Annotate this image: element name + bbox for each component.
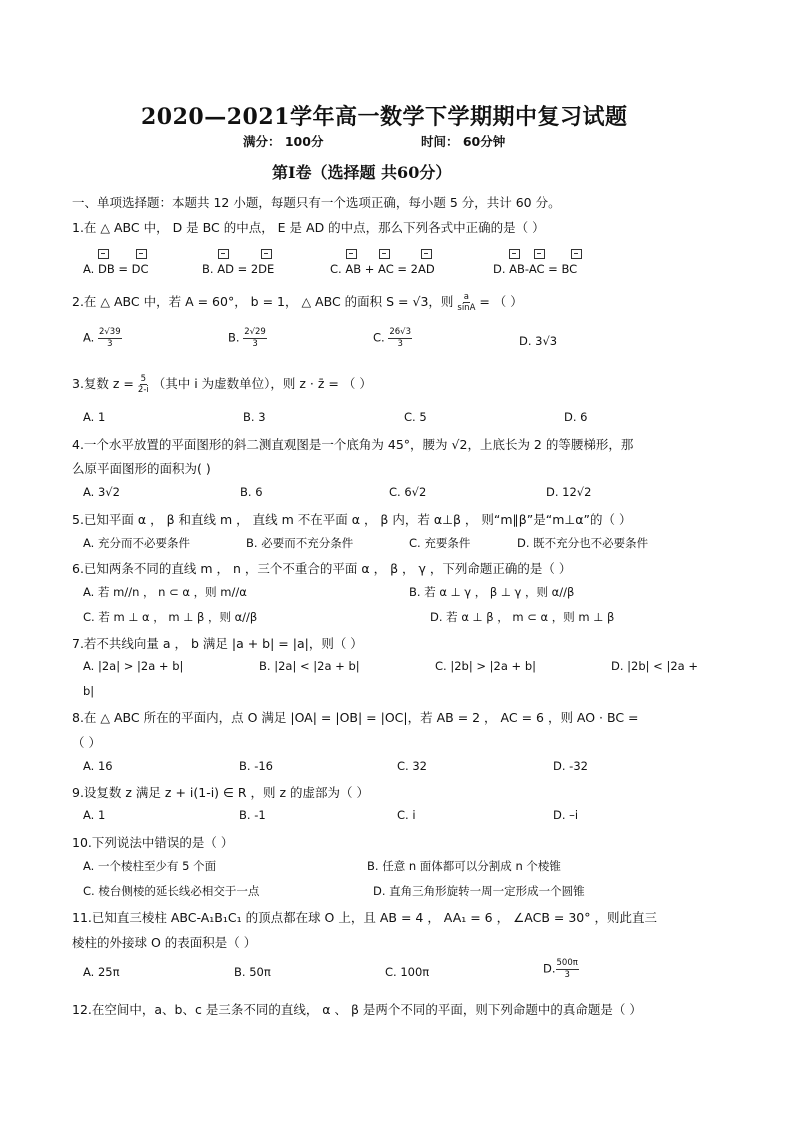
question-4-stem-line2: 么原平面图形的面积为( ) [72, 461, 211, 476]
question-10-option-b[interactable]: B. 任意 n 面体都可以分割成 n 个棱锥 [367, 859, 561, 873]
option-text: A. DB = DC [83, 262, 149, 276]
question-3-option-d[interactable]: D. 6 [564, 410, 588, 424]
question-2-option-c[interactable]: C. $\frac{26√3}{3}$ [373, 327, 411, 349]
question-10-stem: 10.下列说法中错误的是（ ） [72, 835, 234, 850]
question-7-option-a[interactable]: A. |2a| > |2a + b| [83, 659, 184, 673]
question-2-option-b[interactable]: B. $\frac{2√29}{3}$ [228, 327, 266, 349]
question-8-stem-line1: 8.在 △ ABC 所在的平面内，点 O 满足 |OA| = |OB| = |OC|，若 AB = 2 ， AC = 6 ，则 AO · BC = [72, 710, 639, 725]
question-3-option-b[interactable]: B. 3 [243, 410, 266, 424]
question-10-option-d[interactable]: D. 直角三角形旋转一周一定形成一个圆锥 [373, 884, 585, 898]
question-11-stem-line2: 棱柱的外接球 O 的表面积是（ ） [72, 935, 257, 950]
vector-box-icon [346, 249, 357, 259]
time-limit: 时间： 60分钟 [421, 134, 506, 149]
question-5-option-a[interactable]: A. 充分而不必要条件 [83, 536, 190, 550]
question-5-stem: 5.已知平面 α ， β 和直线 m ， 直线 m 不在平面 α ， β 内，若 α⊥β ， 则“m∥β”是“m⊥α”的（ ） [72, 512, 632, 527]
vector-box-icon [534, 249, 545, 259]
question-8-option-b[interactable]: B. -16 [239, 759, 273, 773]
question-4-option-c[interactable]: C. 6√2 [389, 485, 427, 499]
question-1-option-c[interactable] [330, 248, 435, 276]
question-9-option-a[interactable]: A. 1 [83, 808, 106, 822]
section-heading: 第Ⅰ卷（选择题 共60分） [272, 163, 452, 182]
question-3-stem: 3.复数 z = $\frac{5}{2-i}$ （其中 i 为虚数单位），则 z · z̄ = （ ） [72, 373, 372, 395]
question-6-stem: 6.已知两条不同的直线 m ， n ，三个不重合的平面 α ， β ， γ ，下列命题正确的是（ ） [72, 561, 572, 576]
question-7-option-b[interactable]: B. |2a| < |2a + b| [259, 659, 360, 673]
question-4-stem-line1: 4.一个水平放置的平面图形的斜二测直观图是一个底角为 45°，腰为 √2，上底长为 2 的等腰梯形，那 [72, 437, 634, 452]
question-10-option-c[interactable]: C. 棱台侧棱的延长线必相交于一点 [83, 884, 260, 898]
vector-box-icon [509, 249, 520, 259]
vector-box-icon [218, 249, 229, 259]
question-4-option-b[interactable]: B. 6 [240, 485, 263, 499]
question-11-option-c[interactable]: C. 100π [385, 965, 430, 979]
question-9-option-d[interactable]: D. –i [553, 808, 579, 822]
full-score: 满分： 100分 [243, 134, 324, 149]
instructions: 一、单项选择题：本题共 12 小题，每题只有一个选项正确，每小题 5 分，共计 60 分。 [72, 195, 561, 210]
question-11-option-b[interactable]: B. 50π [234, 965, 271, 979]
question-5-option-d[interactable]: D. 既不充分也不必要条件 [517, 536, 649, 550]
question-6-option-c[interactable]: C. 若 m ⊥ α ， m ⊥ β ，则 α//β [83, 610, 258, 624]
question-3-option-c[interactable]: C. 5 [404, 410, 427, 424]
question-6-option-a[interactable]: A. 若 m//n ， n ⊂ α ，则 m//α [83, 585, 247, 599]
page-title: 2020—2021学年高一数学下学期期中复习试题 [141, 104, 628, 130]
question-11-stem-line1: 11.已知直三棱柱 ABC-A₁B₁C₁ 的顶点都在球 O 上，且 AB = 4 ， AA₁ = 6 ， ∠ACB = 30° ，则此直三 [72, 910, 657, 925]
question-4-option-a[interactable]: A. 3√2 [83, 485, 120, 499]
fraction: $\frac{5}{2-i}$ [137, 373, 149, 395]
question-6-option-b[interactable]: B. 若 α ⊥ γ ， β ⊥ γ ，则 α//β [409, 585, 575, 599]
vector-box-icon [98, 249, 109, 259]
question-8-stem-line2: （ ） [72, 735, 101, 750]
question-2-option-a[interactable]: A. $\frac{2√39}{3}$ [83, 327, 121, 349]
question-9-stem: 9.设复数 z 满足 z + i(1-i) ∈ R ，则 z 的虚部为（ ） [72, 785, 370, 800]
question-2-option-d[interactable]: D. 3√3 [519, 334, 558, 348]
question-8-option-d[interactable]: D. -32 [553, 759, 588, 773]
vector-box-icon [136, 249, 147, 259]
vector-box-icon [421, 249, 432, 259]
question-6-option-d[interactable]: D. 若 α ⊥ β ， m ⊂ α ，则 m ⊥ β [430, 610, 615, 624]
vector-box-icon [379, 249, 390, 259]
question-5-option-b[interactable]: B. 必要而不充分条件 [246, 536, 354, 550]
question-2-stem: 2.在 △ ABC 中，若 A = 60°， b = 1， △ ABC 的面积 S = √3，则 $\frac{a}{\sin A}$ = （ ） [72, 291, 523, 313]
question-7-stem: 7.若不共线向量 a ， b 满足 |a + b| = |a|，则（ ） [72, 636, 363, 651]
question-8-option-a[interactable]: A. 16 [83, 759, 113, 773]
question-7-option-d-continued: b| [83, 684, 95, 698]
option-text: C. AB + AC = 2AD [330, 262, 435, 276]
question-7-option-c[interactable]: C. |2b| > |2a + b| [435, 659, 537, 673]
question-4-option-d[interactable]: D. 12√2 [546, 485, 592, 499]
fraction: $\frac{a}{\sin A}$ [457, 291, 476, 313]
question-9-option-b[interactable]: B. -1 [239, 808, 266, 822]
question-5-option-c[interactable]: C. 充要条件 [409, 536, 471, 550]
option-text: B. AD = 2DE [202, 262, 275, 276]
question-8-option-c[interactable]: C. 32 [397, 759, 427, 773]
question-1-option-a[interactable] [83, 248, 149, 276]
question-10-option-a[interactable]: A. 一个棱柱至少有 5 个面 [83, 859, 217, 873]
question-1-option-d[interactable] [493, 248, 582, 276]
vector-box-icon [571, 249, 582, 259]
vector-box-icon [261, 249, 272, 259]
option-text: D. AB-AC = BC [493, 262, 578, 276]
question-12-stem: 12.在空间中，a、b、c 是三条不同的直线， α 、 β 是两个不同的平面，则下列命题中的真命题是（ ） [72, 1002, 642, 1017]
question-7-option-d[interactable]: D. |2b| < |2a + [611, 659, 699, 673]
question-9-option-c[interactable]: C. i [397, 808, 416, 822]
question-3-option-a[interactable]: A. 1 [83, 410, 106, 424]
question-11-option-a[interactable]: A. 25π [83, 965, 120, 979]
question-1-stem: 1.在 △ ABC 中， D 是 BC 的中点， E 是 AD 的中点，那么下列各式中正确的是（ ） [72, 220, 545, 235]
question-1-option-b[interactable] [202, 248, 274, 276]
question-11-option-d[interactable]: D. $\frac{500\pi}{3}$ [543, 958, 578, 980]
